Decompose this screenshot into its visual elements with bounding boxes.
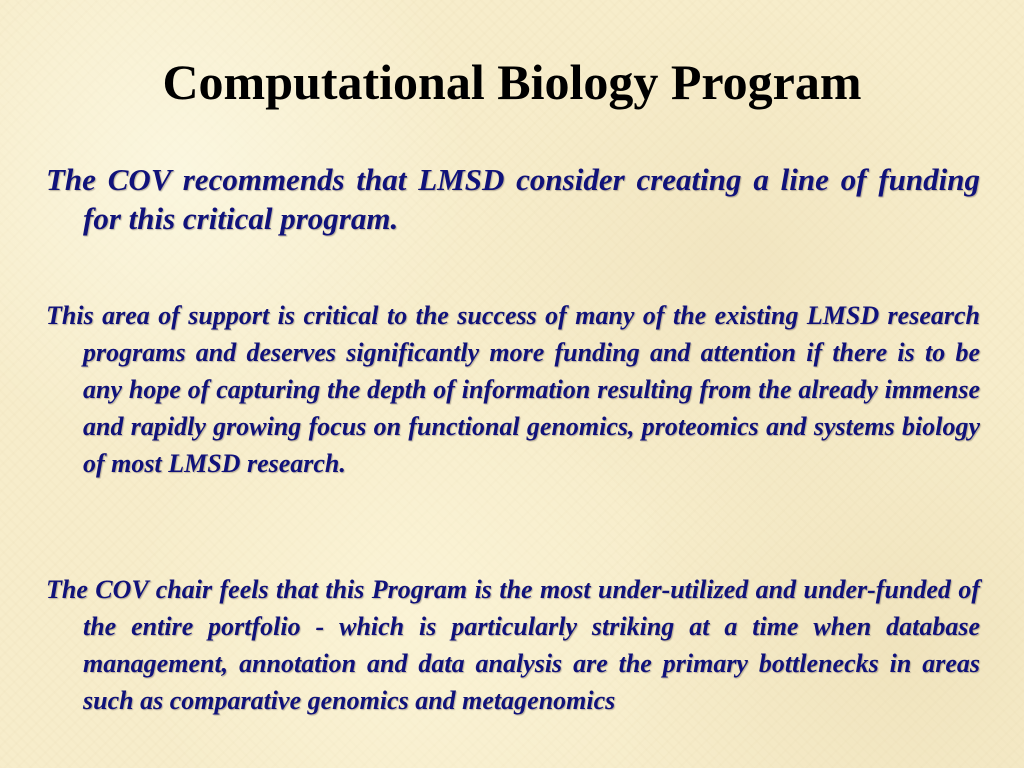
paragraph-support-area: This area of support is critical to the success of many of the existing LMSD research programs and deserves significantly more funding and attention if there is to be any hope of capturing the depth of information resulting from the already immense and rapidly growing focus on functional genomics, proteomics and systems biology of most LMSD research. (46, 301, 980, 478)
slide-title: Computational Biology Program (162, 54, 862, 110)
paragraph-block-support (46, 297, 980, 482)
paragraph-recommendation: The COV recommends that LMSD consider creating a line of funding for this critical program. (46, 162, 980, 236)
paragraph-block-recommendation (46, 160, 980, 238)
paragraph-block-chair (46, 571, 980, 719)
paragraph-chair-opinion: The COV chair feels that this Program is the most under-utilized and under-funded of the entire portfolio - which is particularly striking at a time when database management, annotation and data analysis are the primary bottlenecks in areas such as comparative genomics and metagenomics (46, 575, 980, 715)
